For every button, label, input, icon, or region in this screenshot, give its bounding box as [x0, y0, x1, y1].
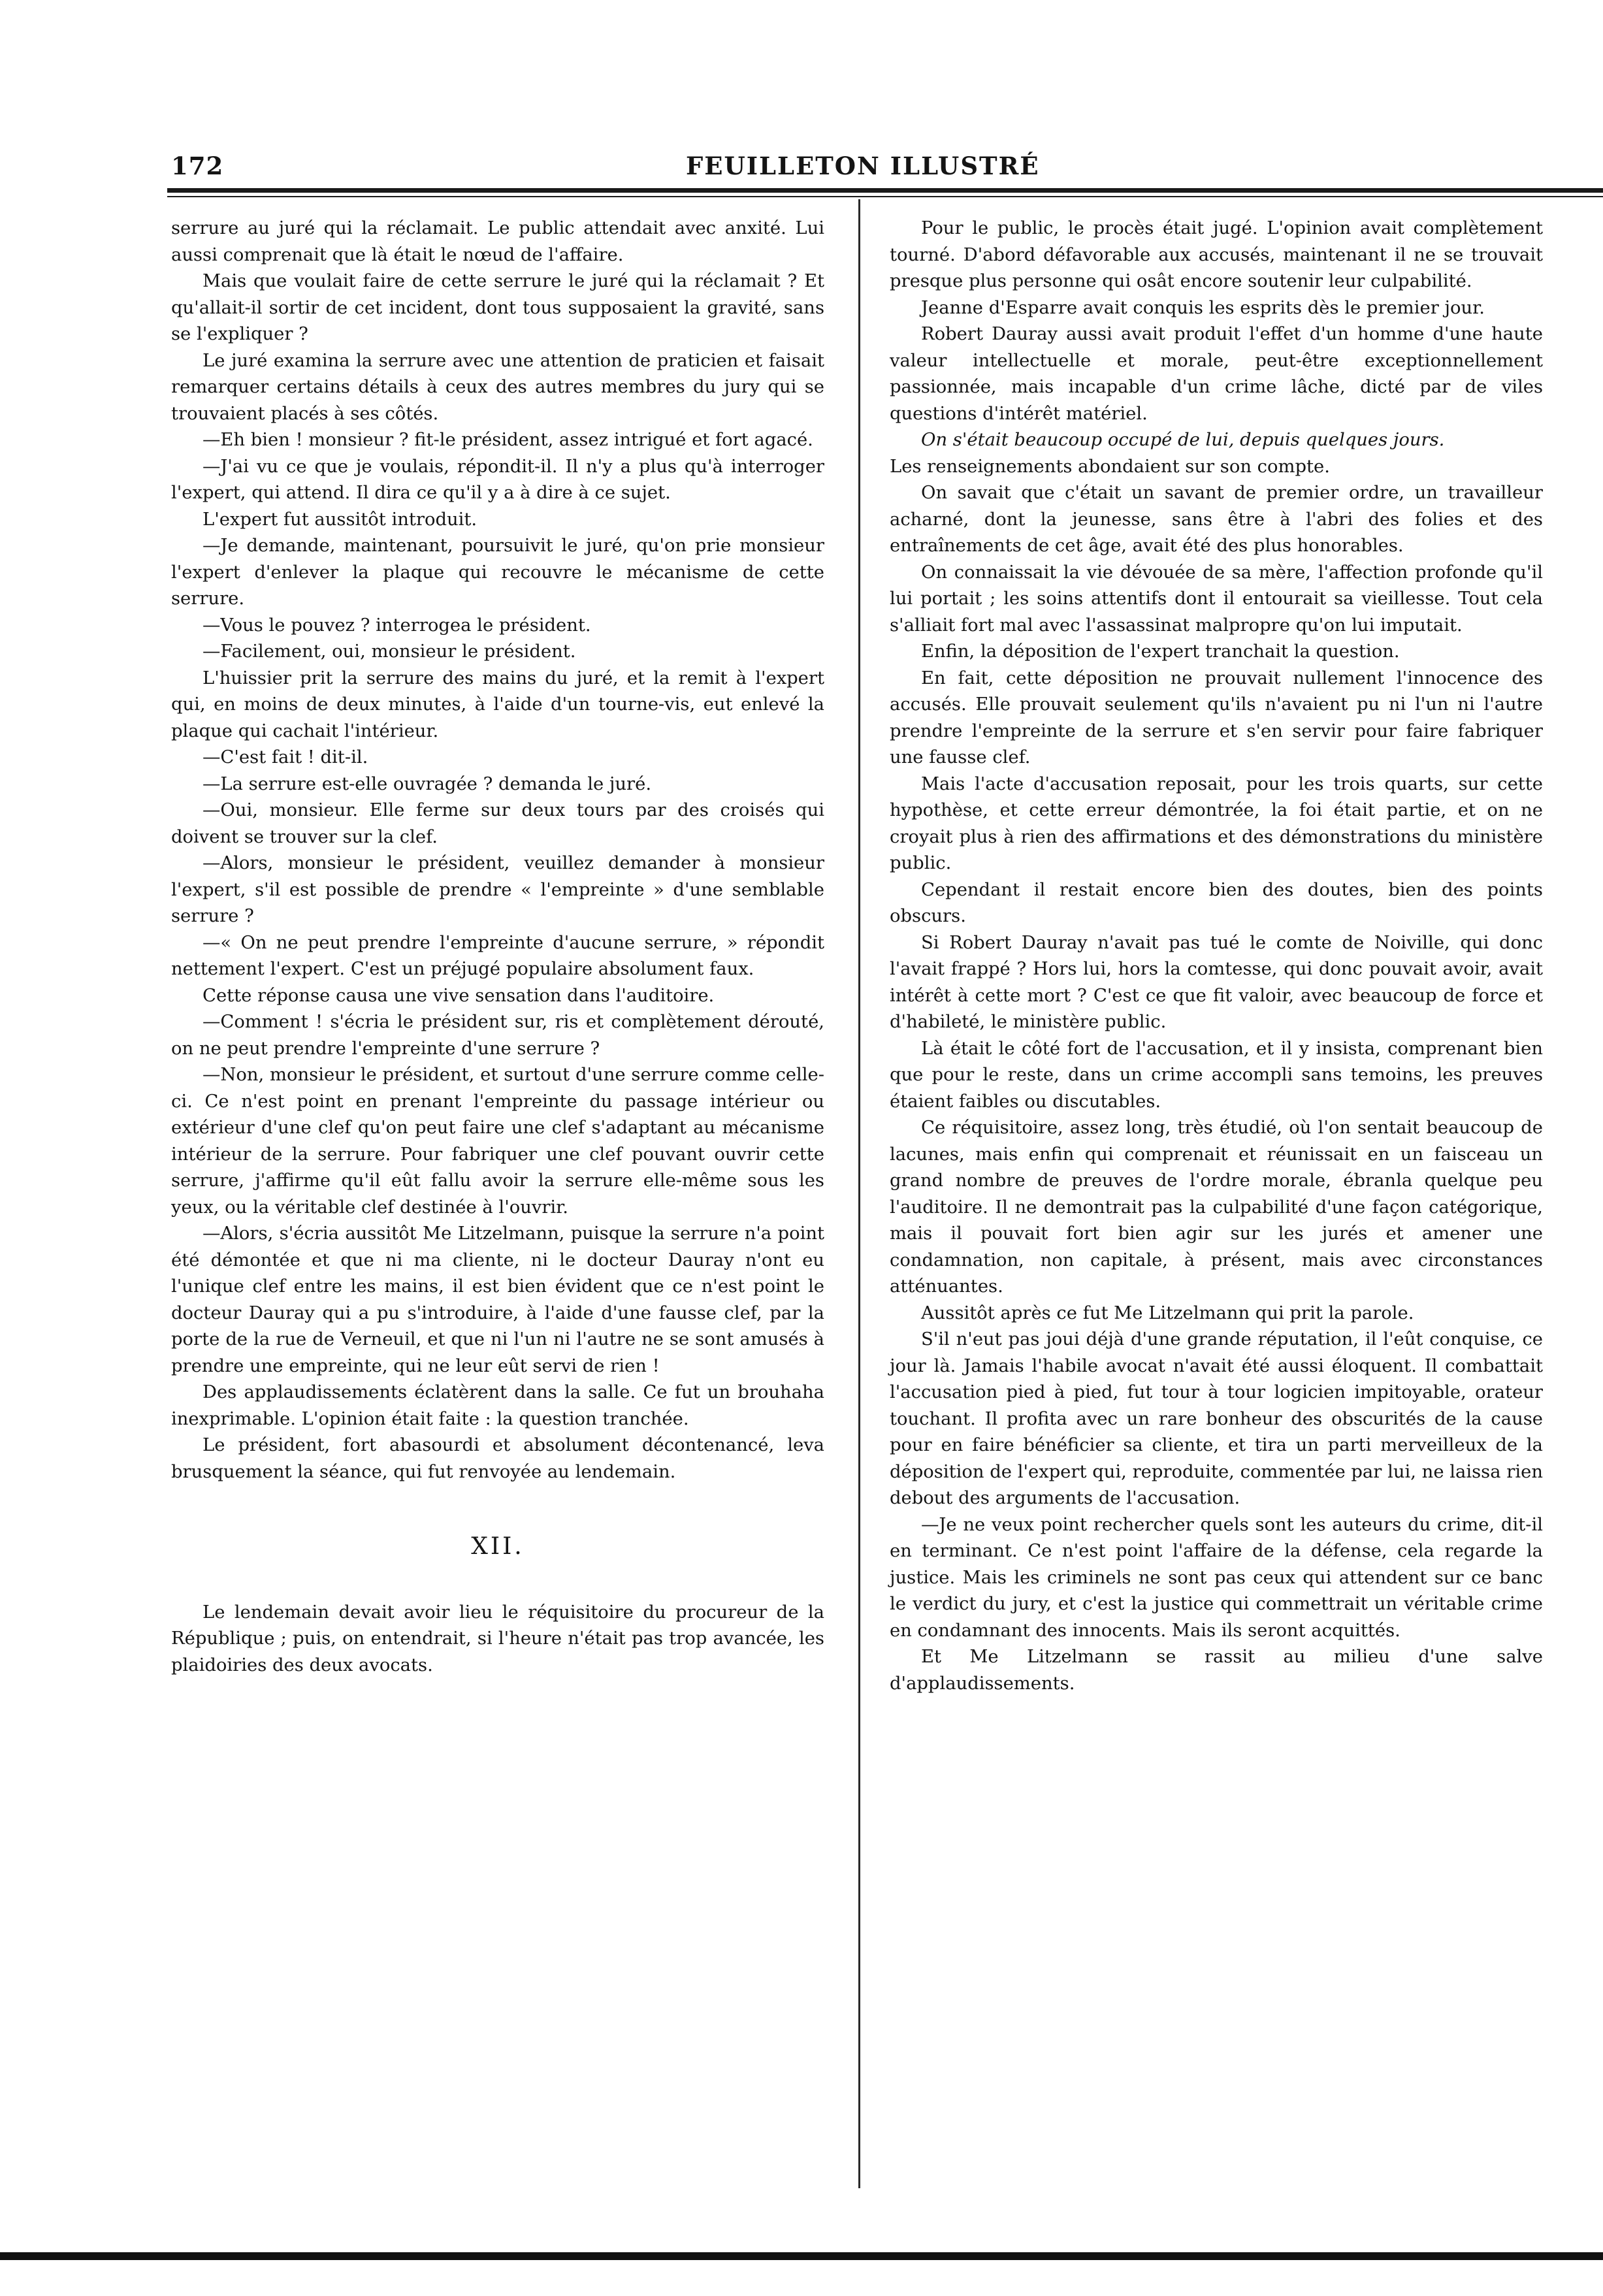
- paragraph: Cependant il restait encore bien des doutes, bien des points obscurs.: [890, 879, 1543, 926]
- paragraph: L'expert fut aussitôt introduit.: [202, 509, 478, 530]
- paragraph: —« On ne peut prendre l'empreinte d'aucune serrure, » répondit nettement l'expert. C'est un préjugé populaire absolument faux.: [171, 932, 824, 979]
- paragraph: Enfin, la déposition de l'expert tranchait la question.: [921, 641, 1400, 662]
- paragraph: Des applaudissements éclatèrent dans la salle. Ce fut un brouhaha inexprimable. L'opinion était faite : la question tranchée.: [171, 1382, 824, 1429]
- paragraph: S'il n'eut pas joui déjà d'une grande réputation, il l'eût conquise, ce jour là. Jamais l'habile avocat n'avait été aussi éloquent. Il combattait l'accusation pied à pied, fut tour à tour logicien impitoyable, orateur touchant. Il profita avec un rare bonheur des obscurités de la cause pour en faire bénéficier sa cliente, et tira un parti merveilleux de la déposition de l'expert qui, reproduite, commentée par lui, ne laissa rien debout des arguments de l'accusation.: [890, 1329, 1543, 1508]
- paragraph: —Vous le pouvez ? interrogea le président.: [202, 615, 591, 636]
- paragraph: Jeanne d'Esparre avait conquis les esprits dès le premier jour.: [921, 297, 1485, 318]
- page-number: 172: [171, 152, 224, 180]
- column-divider: [858, 199, 860, 2188]
- paragraph: Le président, fort abasourdi et absolument décontenancé, leva brusquement la séance, qui fut renvoyée au lendemain.: [171, 1435, 824, 1482]
- paragraph: Robert Dauray aussi avait produit l'effet d'un homme d'une haute valeur intellectuelle et morale, peut-être exceptionnellement passionnée, mais incapable d'un crime lâche, dicté par de viles questions d'intérêt matériel.: [890, 324, 1543, 424]
- header-rule-thick: [167, 188, 1603, 193]
- paragraph: Mais que voulait faire de cette serrure le juré qui la réclamait ? Et qu'allait-il sortir de cet incident, dont tous supposaient la gravité, sans se l'expliquer ?: [171, 271, 824, 344]
- paragraph: —Oui, monsieur. Elle ferme sur deux tours par des croisés qui doivent se trouver sur la clef.: [171, 800, 824, 847]
- paragraph: Le juré examina la serrure avec une attention de praticien et faisait remarquer certains détails à ceux des autres membres du jury qui se trouvaient placés à ses côtés.: [171, 350, 824, 424]
- paragraph: —C'est fait ! dit-il.: [202, 747, 368, 768]
- paragraph: Là était le côté fort de l'accusation, et il y insista, comprenant bien que pour le reste, dans un crime accompli sans temoins, les preuves étaient faibles ou discutables.: [890, 1038, 1543, 1112]
- paragraph: —Facilement, oui, monsieur le président.: [202, 641, 576, 662]
- paragraph: On savait que c'était un savant de premier ordre, un travailleur acharné, dont la jeunesse, sans être à l'abri des folies et des entraînements de cet âge, avait été des plus honorables.: [890, 483, 1543, 556]
- left-column: [171, 216, 824, 1679]
- paragraph: serrure au juré qui la réclamait. Le public attendait avec anxité. Lui aussi comprenait que là était le nœud de l'affaire.: [171, 218, 824, 265]
- paragraph: Si Robert Dauray n'avait pas tué le comte de Noiville, qui donc l'avait frappé ? Hors lui, hors la comtesse, qui donc pouvait avoir, avait intérêt à cette mort ? C'est ce que fit valoir, avec beaucoup de force et d'habileté, le ministère public.: [890, 932, 1543, 1032]
- paragraph: —Comment ! s'écria le président sur, ris et complètement dérouté, on ne peut prendre l'empreinte d'une serrure ?: [171, 1012, 824, 1059]
- paragraph: —Je ne veux point rechercher quels sont les auteurs du crime, dit-il en terminant. Ce n'est point l'affaire de la défense, cela regarde la justice. Mais les criminels ne sont pas ceux qui attendent sur ce banc le verdict du jury, et c'est la justice qui commettrait un véritable crime en condamnant des innocents. Mais ils seront acquittés.: [890, 1514, 1543, 1641]
- paragraph: On connaissait la vie dévouée de sa mère, l'affection profonde qu'il lui portait ; les soins attentifs dont il entourait sa vieillesse. Tout cela s'alliait fort mal avec l'assassinat malpropre qu'on lui imputait.: [890, 562, 1543, 636]
- chapter-heading: XII.: [471, 1533, 525, 1560]
- italic-paragraph: On s'était beaucoup occupé de lui, depuis quelques jours.: [921, 430, 1445, 450]
- paragraph: —Je demande, maintenant, poursuivit le juré, qu'on prie monsieur l'expert d'enlever la plaque qui recouvre le mécanisme de cette serrure.: [171, 536, 824, 609]
- paragraph: Cette réponse causa une vive sensation dans l'auditoire.: [202, 985, 715, 1006]
- bottom-rule: [0, 2252, 1603, 2260]
- paragraph: —La serrure est-elle ouvragée ? demanda le juré.: [202, 773, 652, 794]
- paragraph: Et Me Litzelmann se rassit au milieu d'une salve d'applaudissements.: [890, 1647, 1543, 1694]
- paragraph: Le lendemain devait avoir lieu le réquisitoire du procureur de la République ; puis, on entendrait, si l'heure n'était pas trop avancée, les plaidoiries des deux avocats.: [171, 1602, 824, 1675]
- paragraph: —Eh bien ! monsieur ? fit-le président, assez intrigué et fort agacé.: [202, 430, 813, 450]
- right-column: [890, 216, 1543, 1697]
- paragraph: Les renseignements abondaient sur son compte.: [890, 456, 1330, 477]
- paragraph: Mais l'acte d'accusation reposait, pour les trois quarts, sur cette hypothèse, et cette erreur démontrée, la foi était partie, et on ne croyait plus à rien des affirmations et des démonstrations du ministère public.: [890, 773, 1543, 873]
- paragraph: —Alors, monsieur le président, veuillez demander à monsieur l'expert, s'il est possible de prendre « l'empreinte » d'une semblable serrure ?: [171, 853, 824, 926]
- paragraph: Ce réquisitoire, assez long, très étudié, où l'on sentait beaucoup de lacunes, mais enfin qui comprenait et réunissait en un faisceau un grand nombre de preuves de l'ordre morale, ébranla quelque peu l'auditoire. Il ne demontrait pas la culpabilité d'une façon catégorique, mais il pouvait fort bien agir sur les jurés et amener une condamnation, non capitale, à présent, mais avec circonstances atténuantes.: [890, 1118, 1543, 1297]
- paragraph: Aussitôt après ce fut Me Litzelmann qui prit la parole.: [921, 1302, 1414, 1323]
- paragraph: —Alors, s'écria aussitôt Me Litzelmann, puisque la serrure n'a point été démontée et que ni ma cliente, ni le docteur Dauray n'ont eu l'unique clef entre les mains, il est bien évident que ce n'est point le docteur Dauray qui a pu s'introduire, à l'aide d'une fausse clef, par la porte de la rue de Verneuil, et que ni l'un ni l'autre ne se sont amusés à prendre une empreinte, qui ne leur eût servi de rien !: [171, 1223, 824, 1376]
- paragraph: Pour le public, le procès était jugé. L'opinion avait complètement tourné. D'abord défavorable aux accusés, maintenant il ne se trouvait presque plus personne qui osât encore soutenir leur culpabilité.: [890, 218, 1543, 291]
- paragraph: —Non, monsieur le président, et surtout d'une serrure comme celle-ci. Ce n'est point en prenant l'empreinte du passage intérieur ou extérieur d'une clef qu'on peut faire une clef s'adaptant au mécanisme intérieur de la serrure. Pour fabriquer une clef pouvant ouvrir cette serrure, j'affirme qu'il eût fallu avoir la serrure elle-même sous les yeux, ou la véritable clef destinée à l'ouvrir.: [171, 1065, 824, 1218]
- paragraph: L'huissier prit la serrure des mains du juré, et la remit à l'expert qui, en moins de deux minutes, à l'aide d'un tourne-vis, eut enlevé la plaque qui cachait l'intérieur.: [171, 668, 824, 741]
- paragraph: En fait, cette déposition ne prouvait nullement l'innocence des accusés. Elle prouvait seulement qu'ils n'avaient pu ni l'un ni l'autre prendre l'empreinte de la serrure et s'en servir pour faire fabriquer une fausse clef.: [890, 668, 1543, 768]
- paragraph: —J'ai vu ce que je voulais, répondit-il. Il n'y a plus qu'à interroger l'expert, qui attend. Il dira ce qu'il y a à dire à ce sujet.: [171, 456, 824, 503]
- running-title: FEUILLETON ILLUSTRÉ: [686, 152, 1040, 180]
- header-rule-thin: [167, 196, 1603, 197]
